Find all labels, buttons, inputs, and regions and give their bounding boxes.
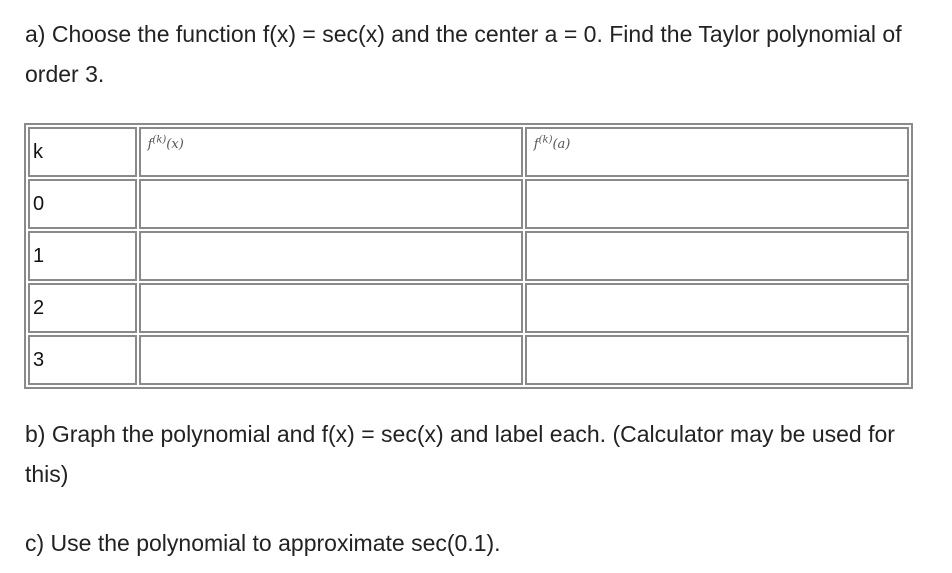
row-fa-cell[interactable]	[525, 231, 909, 281]
row-fx-cell[interactable]	[139, 179, 523, 229]
header-fx	[139, 127, 523, 177]
table-row	[28, 179, 909, 229]
row-k-cell: 2	[28, 283, 137, 333]
row-fa-cell[interactable]	[525, 335, 909, 385]
question-c: c) Use the polynomial to approximate sec(0.1).	[25, 530, 501, 556]
row-fx-cell[interactable]	[139, 283, 523, 333]
header-fa	[525, 127, 909, 177]
fa-arg: (a)	[552, 136, 571, 152]
header-k: k	[28, 127, 137, 177]
row-k-cell: 1	[28, 231, 137, 281]
fx-sup: (k)	[152, 134, 167, 146]
row-fx-cell[interactable]	[139, 335, 523, 385]
fa-sup: (k)	[538, 134, 553, 146]
taylor-table	[24, 123, 913, 389]
fx-math	[147, 134, 184, 152]
table-row	[28, 231, 909, 281]
row-k-cell: 0	[28, 179, 137, 229]
row-fa-cell[interactable]	[525, 283, 909, 333]
fa-base: f	[533, 136, 539, 152]
fx-arg: (x)	[166, 136, 184, 152]
question-a: a) Choose the function f(x) = sec(x) and the center a = 0. Find the Taylor polynomial of order 3.	[25, 21, 902, 87]
row-k-cell: 3	[28, 335, 137, 385]
question-b: b) Graph the polynomial and f(x) = sec(x) and label each. (Calculator may be used for this)	[25, 421, 895, 487]
fx-base: f	[147, 136, 153, 152]
row-fx-cell[interactable]	[139, 231, 523, 281]
fa-math	[533, 134, 571, 152]
row-fa-cell[interactable]	[525, 179, 909, 229]
table-row	[28, 283, 909, 333]
table-header-row	[28, 127, 909, 177]
table-row	[28, 335, 909, 385]
